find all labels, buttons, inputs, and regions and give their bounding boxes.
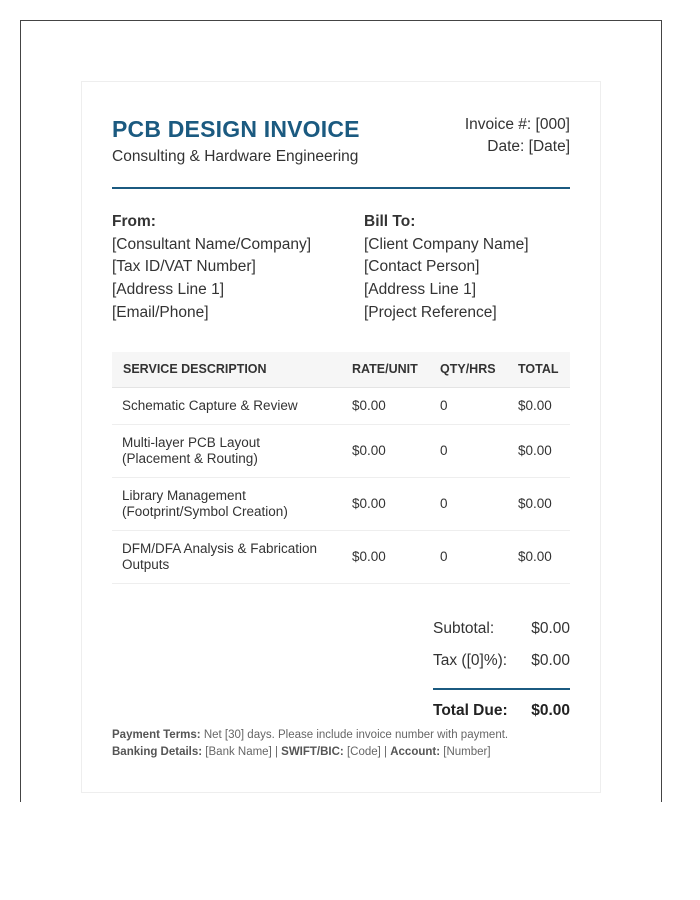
payment-terms-text: Net [30] days. Please include invoice number with payment. — [200, 729, 509, 741]
from-line: [Consultant Name/Company] — [112, 235, 312, 253]
column-header-rate: RATE/UNIT — [352, 362, 418, 376]
row-rate: $0.00 — [352, 443, 386, 458]
table-row — [112, 478, 570, 531]
table-header — [112, 352, 570, 388]
table-row — [112, 531, 570, 584]
bill-to-line: [Address Line 1] — [364, 281, 477, 299]
invoice-number-label: Invoice #: — [464, 116, 532, 133]
column-header-total: TOTAL — [518, 362, 559, 376]
subtotal-value: $0.00 — [531, 620, 570, 637]
row-description — [122, 541, 317, 573]
account-value: [Number] — [440, 746, 491, 758]
row-description-line: Multi-layer PCB Layout — [122, 435, 261, 450]
tax-value: $0.00 — [531, 652, 570, 669]
invoice-title: PCB DESIGN INVOICE — [112, 116, 360, 142]
bill-to-line: [Project Reference] — [364, 303, 497, 321]
invoice-meta — [465, 114, 570, 158]
invoice-date-value: [Date] — [528, 138, 570, 155]
invoice-date-label: Date: — [487, 138, 525, 155]
from-heading: From: — [112, 213, 156, 230]
row-total: $0.00 — [518, 496, 552, 511]
bill-to-line: [Contact Person] — [364, 258, 480, 276]
row-rate: $0.00 — [352, 398, 386, 413]
payment-terms-label: Payment Terms: — [112, 729, 201, 741]
row-description — [122, 435, 260, 467]
row-description — [122, 488, 288, 520]
row-qty: 0 — [440, 496, 448, 511]
bill-to-line: [Client Company Name] — [364, 235, 529, 253]
from-line: [Email/Phone] — [112, 303, 209, 321]
total-due-value: $0.00 — [531, 702, 570, 719]
table-row — [112, 388, 570, 425]
subtotal-label: Subtotal: — [433, 620, 495, 637]
header-divider — [112, 187, 570, 189]
table-row — [112, 425, 570, 478]
row-description-line: DFM/DFA Analysis & Fabrication — [122, 541, 318, 556]
swift-label: SWIFT/BIC: — [281, 746, 344, 758]
from-line: [Address Line 1] — [112, 281, 225, 299]
row-description-line: (Footprint/Symbol Creation) — [122, 504, 288, 519]
total-due-label: Total Due: — [433, 702, 508, 719]
row-description — [122, 398, 298, 414]
column-header-description: SERVICE DESCRIPTION — [123, 362, 267, 376]
row-qty: 0 — [440, 549, 448, 564]
invoice-number-value: [000] — [535, 116, 570, 133]
row-description-line: Outputs — [122, 557, 170, 572]
invoice-subtitle: Consulting & Hardware Engineering — [112, 148, 359, 165]
totals-divider — [433, 688, 570, 690]
row-qty: 0 — [440, 443, 448, 458]
bill-to-block — [364, 211, 529, 325]
bill-to-heading: Bill To: — [364, 213, 416, 230]
row-description-line: Schematic Capture & Review — [122, 398, 298, 413]
from-block — [112, 211, 311, 325]
banking-details — [112, 746, 491, 758]
row-rate: $0.00 — [352, 549, 386, 564]
row-rate: $0.00 — [352, 496, 386, 511]
row-qty: 0 — [440, 398, 448, 413]
invoice-date — [465, 136, 570, 158]
banking-details-label: Banking Details: — [112, 746, 203, 758]
tax-label: Tax ([0]%): — [433, 652, 508, 669]
payment-terms — [112, 729, 508, 741]
services-table — [112, 352, 570, 584]
row-description-line: Library Management — [122, 488, 246, 503]
bank-name: [Bank Name] | — [202, 746, 282, 758]
column-header-qty: QTY/HRS — [440, 362, 496, 376]
account-label: Account: — [390, 746, 441, 758]
row-total: $0.00 — [518, 443, 552, 458]
row-total: $0.00 — [518, 549, 552, 564]
row-description-line: (Placement & Routing) — [122, 451, 258, 466]
invoice-number — [465, 114, 570, 136]
row-total: $0.00 — [518, 398, 552, 413]
swift-value: [Code] | — [343, 746, 391, 758]
from-line: [Tax ID/VAT Number] — [112, 258, 256, 276]
